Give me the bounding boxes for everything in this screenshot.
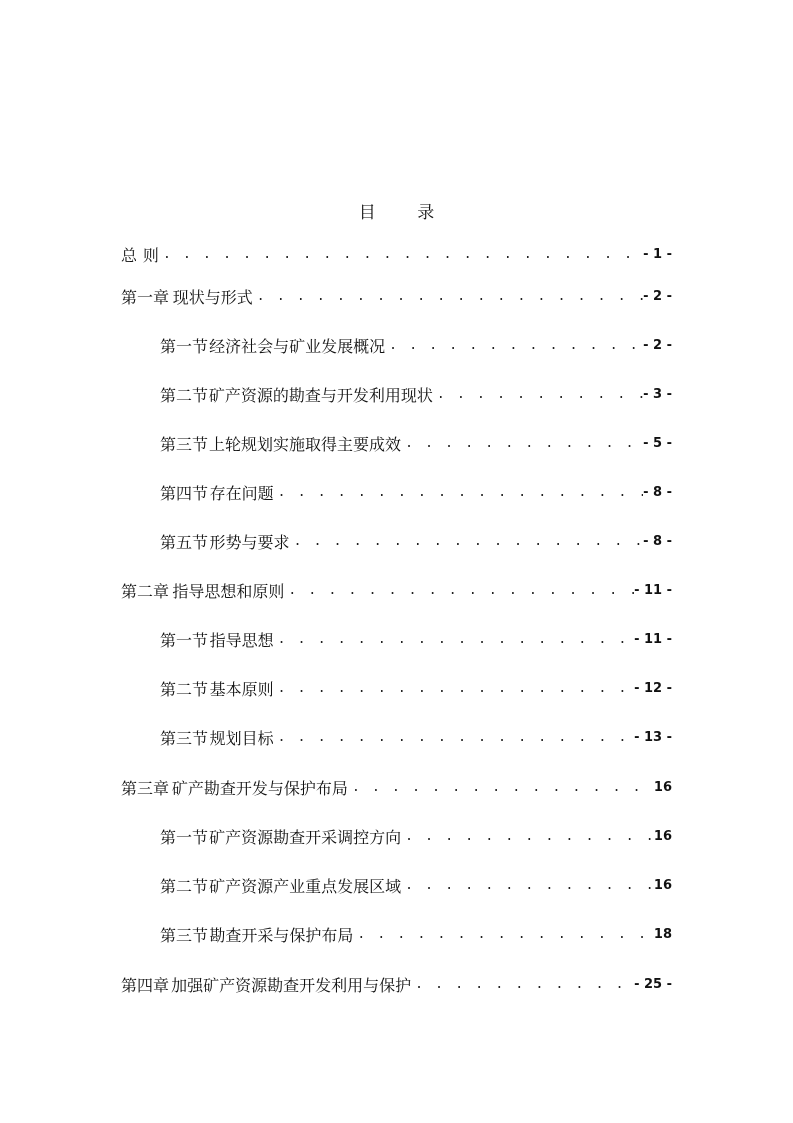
toc-entry[interactable]: [0, 570, 793, 610]
toc-entry[interactable]: [0, 717, 793, 757]
toc-leader-dots: [253, 289, 643, 304]
toc-section: 第三节: [160, 728, 209, 748]
toc-page-number: - 8 -: [643, 484, 672, 500]
toc-entry[interactable]: [0, 964, 793, 1004]
toc-page-number: - 8 -: [643, 533, 672, 549]
toc-section: 第二节: [160, 385, 209, 405]
toc-leader-dots: [385, 338, 643, 353]
toc-page-number: 16: [653, 828, 672, 844]
toc-entry[interactable]: [0, 234, 793, 274]
toc-entry[interactable]: [0, 619, 793, 659]
toc-page-number: - 3 -: [643, 386, 672, 402]
toc-entry[interactable]: [0, 276, 793, 316]
toc-page-number: 18: [653, 926, 672, 942]
toc-entry-name: 矿产资源产业重点发展区域: [209, 876, 402, 896]
toc-entry-name: 规划目标: [209, 728, 274, 748]
toc-leader-dots: [348, 780, 654, 795]
toc-page-number: - 2 -: [643, 337, 672, 353]
toc-page-number: - 25 -: [634, 976, 672, 992]
toc-entry[interactable]: [0, 767, 793, 807]
toc-leader-dots: [274, 730, 634, 745]
toc-leader-dots: [401, 829, 654, 844]
toc-entry[interactable]: [0, 521, 793, 561]
toc-section: 第一节: [160, 630, 209, 650]
toc-leader-dots: [411, 977, 634, 992]
toc-chapter: 第四章: [121, 975, 170, 995]
toc-entry-name: 经济社会与矿业发展概况: [209, 336, 386, 356]
toc-entry[interactable]: [0, 423, 793, 463]
toc-section: 第三节: [160, 925, 209, 945]
toc-entry[interactable]: [0, 472, 793, 512]
toc-section: 第五节: [160, 532, 209, 552]
toc-entry-name: 则: [142, 245, 159, 265]
toc-entry-name: 基本原则: [209, 679, 274, 699]
toc-entry-name: 加强矿产资源勘查开发利用与保护: [171, 975, 412, 995]
toc-entry[interactable]: [0, 325, 793, 365]
toc-leader-dots: [274, 485, 643, 500]
toc-entry-name: 矿产资源的勘查与开发利用现状: [208, 385, 433, 405]
toc-leader-dots: [284, 583, 634, 598]
toc-page-number: 16: [653, 877, 672, 893]
toc-page-number: - 2 -: [643, 288, 672, 304]
toc-chapter: 总: [121, 245, 138, 265]
toc-entry[interactable]: [0, 914, 793, 954]
toc-entry-name: 存在问题: [209, 483, 274, 503]
toc-page-number: - 11 -: [634, 582, 672, 598]
toc-page-number: - 13 -: [634, 729, 672, 745]
toc-entry-name: 指导思想和原则: [172, 581, 285, 601]
toc-entry-name: 矿产资源勘查开采调控方向: [209, 827, 402, 847]
toc-title: 目 录: [358, 203, 453, 223]
toc-section: 第一节: [160, 827, 209, 847]
toc-leader-dots: [353, 927, 654, 942]
toc-leader-dots: [401, 436, 643, 451]
toc-leader-dots: [290, 534, 644, 549]
toc-page-number: - 1 -: [643, 246, 672, 262]
toc-leader-dots: [159, 247, 643, 262]
toc-entry-name: 现状与形式: [172, 287, 253, 307]
toc-section: 第三节: [160, 434, 209, 454]
toc-section: 第一节: [160, 336, 209, 356]
toc-section: 第二节: [160, 679, 209, 699]
toc-leader-dots: [401, 878, 654, 893]
toc-leader-dots: [274, 681, 634, 696]
toc-chapter: 第三章: [121, 778, 170, 798]
toc-section: 第二节: [160, 876, 209, 896]
toc-page-number: - 12 -: [634, 680, 672, 696]
toc-entry-name: 指导思想: [209, 630, 274, 650]
toc-section: 第四节: [160, 483, 209, 503]
toc-entry[interactable]: [0, 374, 793, 414]
toc-chapter: 第二章: [121, 581, 170, 601]
toc-leader-dots: [433, 387, 643, 402]
toc-entry[interactable]: [0, 816, 793, 856]
toc-entry-name: 上轮规划实施取得主要成效: [209, 434, 402, 454]
toc-entry[interactable]: [0, 865, 793, 905]
toc-entry-name: 勘查开采与保护布局: [209, 925, 354, 945]
toc-entry[interactable]: [0, 668, 793, 708]
toc-page-number: - 11 -: [634, 631, 672, 647]
toc-page-number: 16: [653, 779, 672, 795]
toc-chapter: 第一章: [121, 287, 170, 307]
toc-page-number: - 5 -: [643, 435, 672, 451]
toc-leader-dots: [274, 632, 634, 647]
toc-entry-name: 矿产勘查开发与保护布局: [171, 778, 348, 798]
toc-entry-name: 形势与要求: [209, 532, 290, 552]
